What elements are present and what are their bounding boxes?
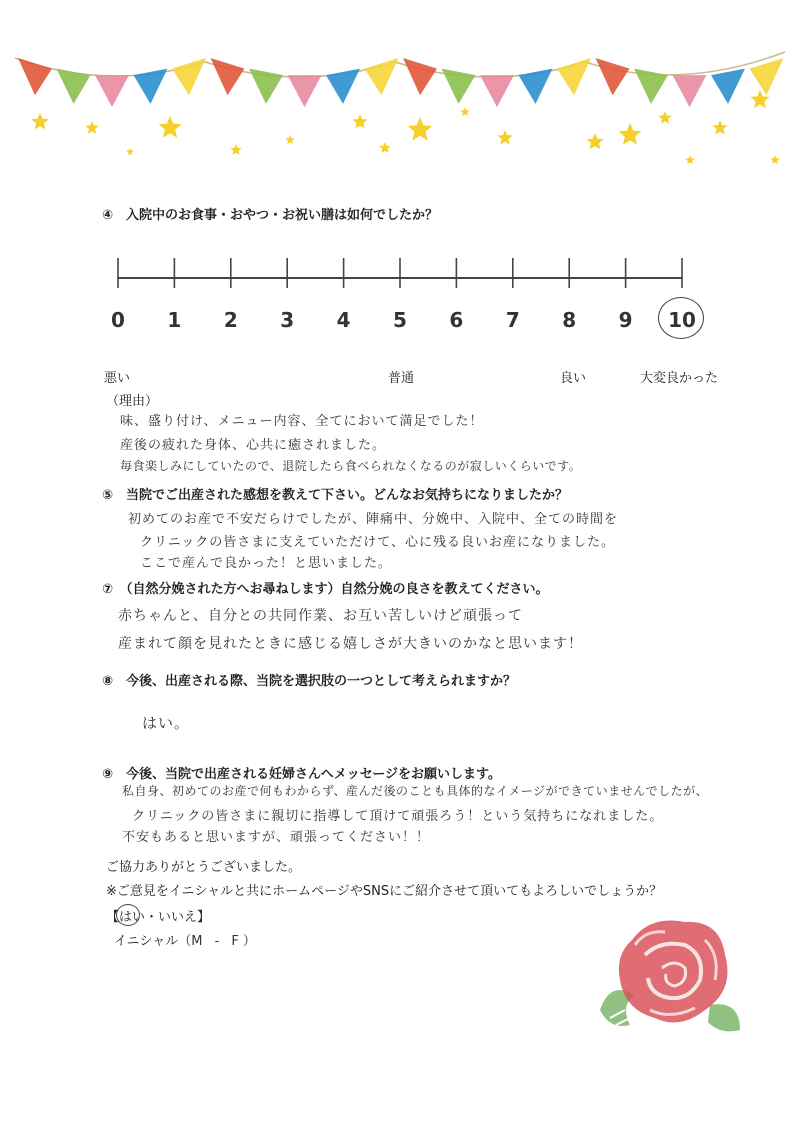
selected-rating-circle [658,297,704,339]
label-good: 良い [560,371,587,386]
bunting-flag [365,58,399,95]
reason-line-2: 産後の疲れた身体、心共に癒されました。 [120,438,387,453]
q5-answer-line-2: クリニックの皆さまに支えていただけて、心に残る良いお産になりました。 [140,535,615,550]
rose-illustration [590,910,750,1045]
thanks-text: ご協力ありがとうございました。 [106,860,302,875]
bunting-flag [18,58,52,95]
q5-answer-line-1: 初めてのお産で不安だらけでしたが、陣痛中、分娩中、入院中、全ての時間を [128,512,619,527]
bunting-flag [249,69,283,104]
bunting-flag [288,75,322,107]
consent-open: 【 [106,910,120,925]
scale-number-4: 4 [336,308,351,332]
bunting-flag [596,58,630,95]
q9-answer-line-1: 私自身、初めてのお産で何もわからず、産んだ後のことも具体的なイメージができていませんでしたが、 [122,784,709,798]
scale-number-6: 6 [449,308,464,332]
star-icon [497,130,512,145]
star-icon [379,142,390,153]
label-very-good: 大変良かった [640,371,719,386]
star-icon [685,155,695,164]
bunting-flag [634,69,668,104]
consent-question: ※ご意見をイニシャルと共にホームページやSNSにご紹介させて頂いてもよろしいでしょうか？ [106,884,663,899]
star-icon [31,113,48,129]
star-icon [85,121,98,134]
bunting-flag [673,75,707,107]
q9-answer-line-3: 不安もあると思いますが、頑張ってください！！ [122,830,431,845]
scale-number-5: 5 [393,308,407,332]
q7-title: ⑦ （自然分娩された方へお尋ねします）自然分娩の良さを教えてください。 [102,582,549,597]
scale-number-9: 9 [618,308,633,332]
label-bad: 悪い [104,371,131,386]
bunting-flag [172,58,206,95]
bunting-flag [95,75,129,107]
star-icon [658,111,671,124]
bunting-flag [442,69,476,104]
reason-line-3: 毎食楽しみにしていたので、退院したら食べられなくなるのが寂しいくらいです。 [120,459,582,473]
star-icon [712,120,727,135]
bunting-flag [211,58,245,95]
bunting-banner [0,0,800,190]
scale-number-2: 2 [223,308,238,332]
q7-answer-line-2: 産まれて顔を見れたときに感じる嬉しさが大きいのかなと思います！ [118,636,583,652]
initial-value: M - F [191,934,243,949]
q8-answer: はい。 [142,714,191,732]
star-icon [126,148,134,155]
q5-title: ⑤ 当院でご出産された感想を教えて下さい。どんなお気持ちになりましたか？ [102,488,569,503]
star-icon [586,133,603,149]
q8-title: ⑧ 今後、出産される際、当院を選択肢の一つとして考えられますか？ [102,674,517,689]
q9-answer-line-2: クリニックの皆さまに親切に指導して頂けて頑張ろう！という気持ちになれました。 [132,809,664,824]
reason-label: （理由） [106,394,159,409]
star-icon [285,135,295,144]
rating-scale [110,250,700,300]
q9-title: ⑨ 今後、当院で出産される妊婦さんへメッセージをお願いします。 [102,767,501,782]
bunting-flag [711,69,745,104]
consent-no: ・いいえ】 [145,910,211,925]
bunting-flag [134,69,168,104]
reason-line-1: 味、盛り付け、メニュー内容、全てにおいて満足でした！ [120,414,484,429]
star-icon [619,123,642,145]
q4-title: ④ 入院中のお食事・おやつ・お祝い膳は如何でしたか？ [102,208,439,223]
bunting-rope [15,52,785,77]
initial-close: ） [242,934,256,949]
consent-yes: はい [119,910,146,925]
star-icon [770,155,780,164]
q7-answer-line-1: 赤ちゃんと、自分との共同作業、お互い苦しいけど頑張って [118,608,523,624]
q5-answer-line-3: ここで産んで良かった！と思いました。 [140,556,393,571]
star-icon [159,116,182,138]
star-icon [230,144,241,155]
bunting-flag [480,75,514,107]
label-normal: 普通 [388,371,415,386]
scale-number-3: 3 [280,308,295,332]
scale-number-10: 10 [668,308,696,332]
scale-number-8: 8 [562,308,577,332]
bunting-flag [519,69,553,104]
bunting-flag [557,58,591,95]
bunting-flag [326,69,360,104]
initial-row [114,930,256,949]
scale-number-0: 0 [111,308,125,332]
initial-label: イニシャル（ [114,934,192,949]
bunting-flag [403,58,437,95]
star-icon [352,114,367,129]
scale-number-7: 7 [505,308,520,332]
star-icon [408,117,433,141]
scale-number-1: 1 [167,308,182,332]
consent-yes-circle [116,904,140,926]
bunting-flag [750,58,784,95]
star-icon [460,107,470,116]
